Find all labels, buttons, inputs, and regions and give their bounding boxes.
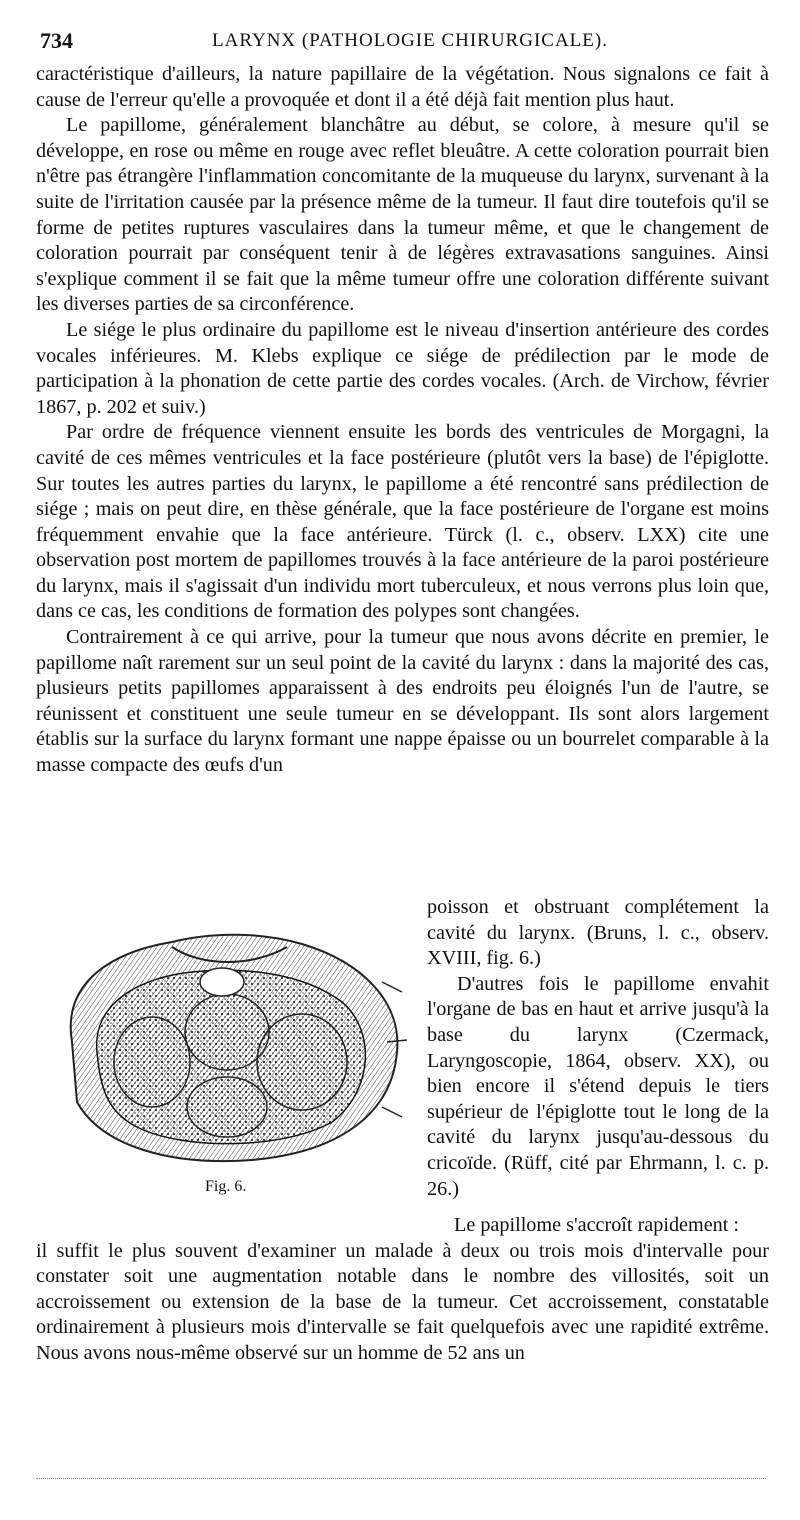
running-head: LARYNX (PATHOLOGIE CHIRURGICALE). <box>212 30 608 51</box>
larynx-papilloma-illustration <box>52 922 412 1170</box>
main-text <box>36 62 769 779</box>
paragraph: caractéristique d'ailleurs, la nature papillaire de la végétation. Nous signalons ce fait à cause de l'erreur qu'elle a provoquée et dont il a été déjà fait mention plus haut. <box>36 63 769 111</box>
paragraph: il suffit le plus souvent d'examiner un malade à deux ou trois mois d'intervalle pour constater soit une augmentation notable dans le nombre des villosités, soit un accroissement ou extension de la base de la tumeur. Cet accroissement, constatable ordinairement à plusieurs mois d'intervalle se fait quelquefois avec une rapidité extrême. Nous avons nous-même observé sur un homme de 52 ans un <box>36 1239 769 1364</box>
side-text <box>427 895 769 1202</box>
page-header <box>40 28 780 60</box>
paragraph: Le papillome, généralement blanchâtre au début, se colore, à mesure qu'il se développe, en rose ou même en rouge avec reflet bleuâtre. A cette coloration pourrait bien n'être pas étrangère l'inflammation concomitante de la muqueuse du larynx, survenant à la suite de l'irritation causée par la présence même de la tumeur. Il faut dire toutefois qu'il se forme de petites ruptures vasculaires dans la tumeur même, et que le changement de coloration pourrait par conséquent tenir à de légères extravasations sanguines. Ainsi s'explique comment il se fait que la même tumeur offre une coloration différente suivant les diverses parties de sa circonférence. <box>36 114 769 316</box>
paragraph: poisson et obstruant complétement la cavité du larynx. (Bruns, l. c., observ. XVIII, fig. 6.) <box>427 896 769 970</box>
paragraph-start: Le papillome s'accroît rapidement : <box>454 1214 740 1236</box>
paragraph: Par ordre de fréquence viennent ensuite les bords des ventricules de Morgagni, la cavité de ces mêmes ventricules et la face postérieure (plutôt vers la base) de l'épiglotte. Sur toutes les autres parties du larynx, le papillome a été rencontré sans prédilection de siége ; mais on peut dire, en thèse générale, que la face postérieure de l'organe est moins fréquemment envahie que la face antérieure. Türck (l. c., observ. LXX) cite une observation post mortem de papillomes trouvés à la face antérieure de la paroi postérieure du larynx, mais il s'agissait d'un individu mort tuberculeux, et nous verrons plus loin que, dans ce cas, les conditions de formation des polypes sont changées. <box>36 421 769 623</box>
bottom-text <box>36 1213 769 1367</box>
paragraph: Contrairement à ce qui arrive, pour la tumeur que nous avons décrite en premier, le papillome naît rarement sur un seul point de la cavité du larynx : dans la majorité des cas, plusieurs petits papillomes apparaissent à des endroits peu éloignés l'un de l'autre, se réunissent et constituent une seule tumeur en se développant. Ils sont alors largement établis sur la surface du larynx formant une nappe épaisse ou un bourrelet comparable à la masse compacte des œufs d'un <box>36 626 769 777</box>
paragraph: Le siége le plus ordinaire du papillome est le niveau d'insertion antérieure des cordes vocales inférieures. M. Klebs explique ce siége de prédilection par le mode de participation à la phonation de cette partie des cordes vocales. (Arch. de Virchow, février 1867, p. 202 et suiv.) <box>36 318 769 418</box>
engraving-figure <box>52 922 412 1170</box>
page-number: 734 <box>40 28 73 53</box>
bottom-rule <box>36 1478 766 1479</box>
paragraph: D'autres fois le papillome envahit l'organe de bas en haut et arrive jusqu'à la base du larynx (Czermack, Laryngoscopie, 1864, observ. XX), ou bien encore il s'étend depuis le tiers supérieur de l'épiglotte tout le long de la cavité du larynx jusqu'au-dessous du cricoïde. (Rüff, cité par Ehrmann, l. c. p. 26.) <box>427 972 769 1200</box>
figure-caption: Fig. 6. <box>205 1178 247 1195</box>
